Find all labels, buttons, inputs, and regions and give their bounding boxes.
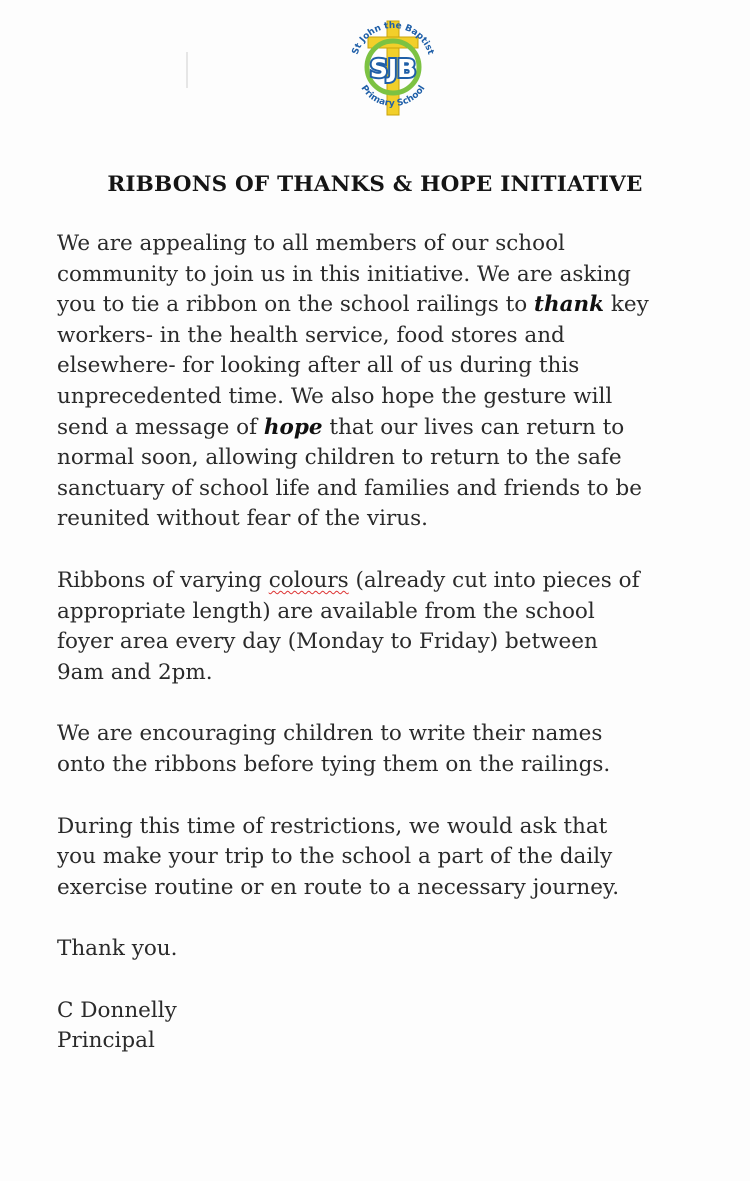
paragraph-names <box>57 719 747 780</box>
text-line: During this time of restrictions, we would ask that <box>57 813 608 839</box>
text-line: exercise routine or en route to a necessary journey. <box>57 874 620 900</box>
text-line: reunited without fear of the virus. <box>57 506 428 532</box>
paragraph-thanks <box>57 934 747 965</box>
text-line: unprecedented time. We also hope the gesture will <box>57 383 613 409</box>
text-line: workers- in the health service, food stores and <box>57 322 565 348</box>
paragraph-restrictions <box>57 812 747 904</box>
text-run: send a message of <box>57 414 264 440</box>
text-run: key <box>604 292 649 318</box>
text-line <box>57 413 747 444</box>
text-line: We are appealing to all members of our school <box>57 231 565 256</box>
spellcheck-word: colours <box>268 567 349 593</box>
text-line: appropriate length) are available from the school <box>57 598 595 624</box>
signature-role: Principal <box>57 1028 155 1054</box>
text-run: that our lives can return to <box>322 414 625 440</box>
svg-text:Primary School: Primary School <box>358 83 428 110</box>
text-line: onto the ribbons before tying them on the railings. <box>57 751 611 777</box>
svg-text:SJB: SJB <box>369 54 417 83</box>
paragraph-ribbons <box>57 566 747 688</box>
text-line: community to join us in this initiative. We are asking <box>57 261 631 287</box>
svg-text:St John the Baptist: St John the Baptist <box>350 20 436 57</box>
text-run: you to tie a ribbon on the school railings to <box>57 292 535 318</box>
paragraph-appeal <box>57 229 747 535</box>
text-line <box>57 290 747 321</box>
signature-name: C Donnelly <box>57 997 177 1023</box>
text-line: normal soon, allowing children to return to the safe <box>57 445 622 471</box>
text-line: Thank you. <box>57 936 178 962</box>
text-run: (already cut into pieces of <box>348 567 640 593</box>
text-line: foyer area every day (Monday to Friday) between <box>57 629 598 655</box>
text-line: 9am and 2pm. <box>57 659 213 685</box>
text-line <box>57 566 747 597</box>
text-run: Ribbons of varying <box>57 567 269 593</box>
emphasis-hope: hope <box>263 414 323 440</box>
text-line: We are encouraging children to write their names <box>57 721 603 747</box>
page-edge-mark <box>186 52 188 88</box>
text-line: elsewhere- for looking after all of us during this <box>57 353 580 379</box>
school-logo-emblem <box>338 3 448 123</box>
signature-block <box>57 996 747 1057</box>
school-logo <box>338 3 448 123</box>
emphasis-thank: thank <box>534 292 605 318</box>
letter-body <box>57 229 747 1057</box>
document-title: RIBBONS OF THANKS & HOPE INITIATIVE <box>107 172 643 197</box>
text-line: you make your trip to the school a part of the daily <box>57 844 613 870</box>
text-line: sanctuary of school life and families and friends to be <box>57 475 642 501</box>
